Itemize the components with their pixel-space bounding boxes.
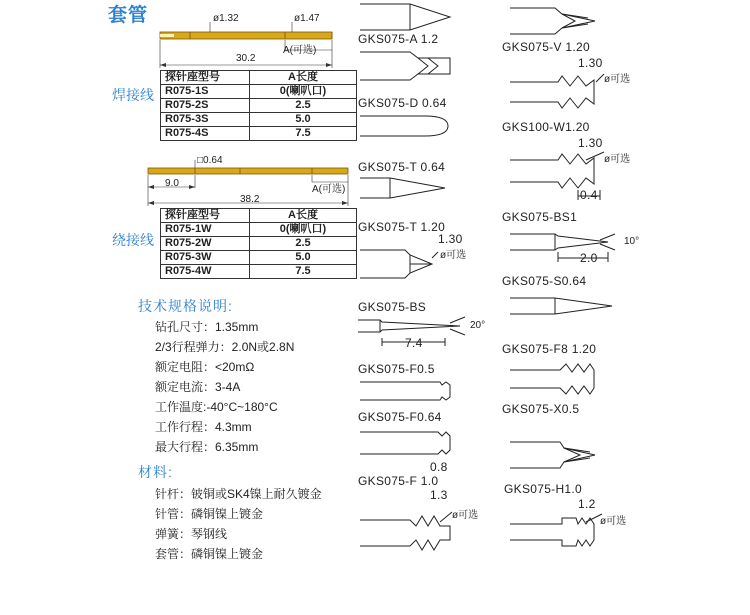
tip-bs1-length: 2.0 (580, 251, 598, 265)
tip-label-d: GKS075-D 0.64 (358, 96, 447, 110)
table-row (161, 265, 357, 279)
table-cell: R075-4W (161, 265, 250, 279)
material-line: 套管：磷铜镍上镀金 (155, 547, 264, 561)
tip-label-f064: GKS075-F0.64 (358, 410, 442, 424)
probe-top-diameter1: ø1.32 (213, 13, 239, 24)
table-cell: R075-3W (161, 251, 250, 265)
table-header-row (161, 71, 357, 85)
tip-label-t2b: 1.30 (438, 232, 463, 246)
table-cell: 7.5 (250, 127, 357, 141)
tip-label-f05: GKS075-F0.5 (358, 362, 435, 376)
tip-column-2 (500, 0, 650, 615)
material-line: 弹簧：琴钢线 (155, 527, 228, 541)
table-header-cell: A长度 (250, 209, 357, 223)
spec-line: 2/3行程弹力：2.0N或2.8N (155, 340, 295, 354)
tip-label-f-c: 1.3 (430, 488, 448, 502)
table-cell: 5.0 (250, 251, 357, 265)
solder-label: 焊接线 (112, 87, 154, 103)
specs-title: 技术规格说明: (138, 298, 233, 314)
probe-top-length: 30.2 (236, 53, 256, 64)
tip-w-dim: 0.4 (580, 188, 598, 202)
tip-label-x: GKS075-X0.5 (502, 402, 580, 416)
probe-top-diameter2: ø1.47 (294, 13, 320, 24)
tip-t2-optional: ø可选 (440, 250, 467, 261)
table-cell: R075-2S (161, 99, 250, 113)
probe-top-a-label: A(可选) (283, 45, 317, 56)
probe-mid-len1: 9.0 (165, 178, 179, 189)
table-cell: R075-2W (161, 237, 250, 251)
spec-line: 工作行程：4.3mm (155, 420, 252, 434)
table-cell: R075-1W (161, 223, 250, 237)
tip-label-t2: GKS075-T 1.20 (358, 220, 446, 234)
table-row (161, 237, 357, 251)
spec-line: 额定电阻：<20mΩ (155, 360, 255, 374)
tip-label-t1: GKS075-T 0.64 (358, 160, 446, 174)
table-cell: 5.0 (250, 113, 357, 127)
tip-label-h2: 1.2 (578, 497, 596, 511)
tip-label-w2: 1.30 (578, 136, 603, 150)
tip-label-h: GKS075-H1.0 (504, 482, 583, 496)
tip-label-v2: 1.30 (578, 56, 603, 70)
table-header-cell: A长度 (250, 71, 357, 85)
table-cell: 2.5 (250, 99, 357, 113)
table-cell: 0(喇叭口) (250, 223, 357, 237)
tip-bs1-angle: 10° (624, 236, 640, 247)
page-title: 套管 (108, 5, 149, 26)
table-cell: 2.5 (250, 237, 357, 251)
table-header-cell: 探针座型号 (161, 71, 250, 85)
spec-line: 最大行程：6.35mm (155, 440, 259, 454)
tip-bs-length: 7.4 (405, 336, 423, 350)
spec-line: 工作温度:-40°C~180°C (155, 400, 278, 414)
tip-v-optional: ø可选 (604, 74, 631, 85)
table-row (161, 99, 357, 113)
table-header-cell: 探针座型号 (161, 209, 250, 223)
tip-bs-angle: 20° (470, 320, 486, 331)
probe-mid-square: □0.64 (197, 155, 223, 166)
table-cell: 0(喇叭口) (250, 85, 357, 99)
table-cell: R075-1S (161, 85, 250, 99)
table-cell: 7.5 (250, 265, 357, 279)
probe-mid-length: 38.2 (240, 194, 260, 205)
tip-label-a: GKS075-A 1.2 (358, 32, 439, 46)
probe-mid-a-label: A(可选) (312, 184, 346, 195)
tip-f-optional: ø可选 (452, 510, 479, 521)
table-row (161, 251, 357, 265)
solder-spec-table (160, 70, 357, 141)
material-line: 针管：磷铜镍上镀金 (155, 507, 264, 521)
materials-title: 材料: (138, 464, 173, 480)
tip-label-f8: GKS075-F8 1.20 (502, 342, 597, 356)
wrap-label: 绕接线 (112, 232, 154, 248)
tip-label-f-a: 0.8 (430, 460, 448, 474)
table-row (161, 113, 357, 127)
table-row (161, 127, 357, 141)
spec-line: 钻孔尺寸：1.35mm (155, 320, 259, 334)
tip-h-optional: ø可选 (600, 516, 627, 527)
tip-w-optional: ø可选 (604, 154, 631, 165)
tip-label-v: GKS075-V 1.20 (502, 40, 590, 54)
table-cell: R075-3S (161, 113, 250, 127)
table-row (161, 223, 357, 237)
spec-line: 额定电流：3-4A (155, 380, 241, 394)
tip-label-bs1: GKS075-BS1 (502, 210, 578, 224)
tip-label-bs: GKS075-BS (358, 300, 427, 314)
table-cell: R075-4S (161, 127, 250, 141)
tip-label-f-b: GKS075-F 1.0 (358, 474, 439, 488)
wrap-spec-table (160, 208, 357, 279)
tip-label-w: GKS100-W1.20 (502, 120, 590, 134)
tip-label-s: GKS075-S0.64 (502, 274, 587, 288)
table-row (161, 85, 357, 99)
table-header-row (161, 209, 357, 223)
material-line: 针杆：铍铜或SK4镍上耐久镀金 (155, 487, 322, 501)
